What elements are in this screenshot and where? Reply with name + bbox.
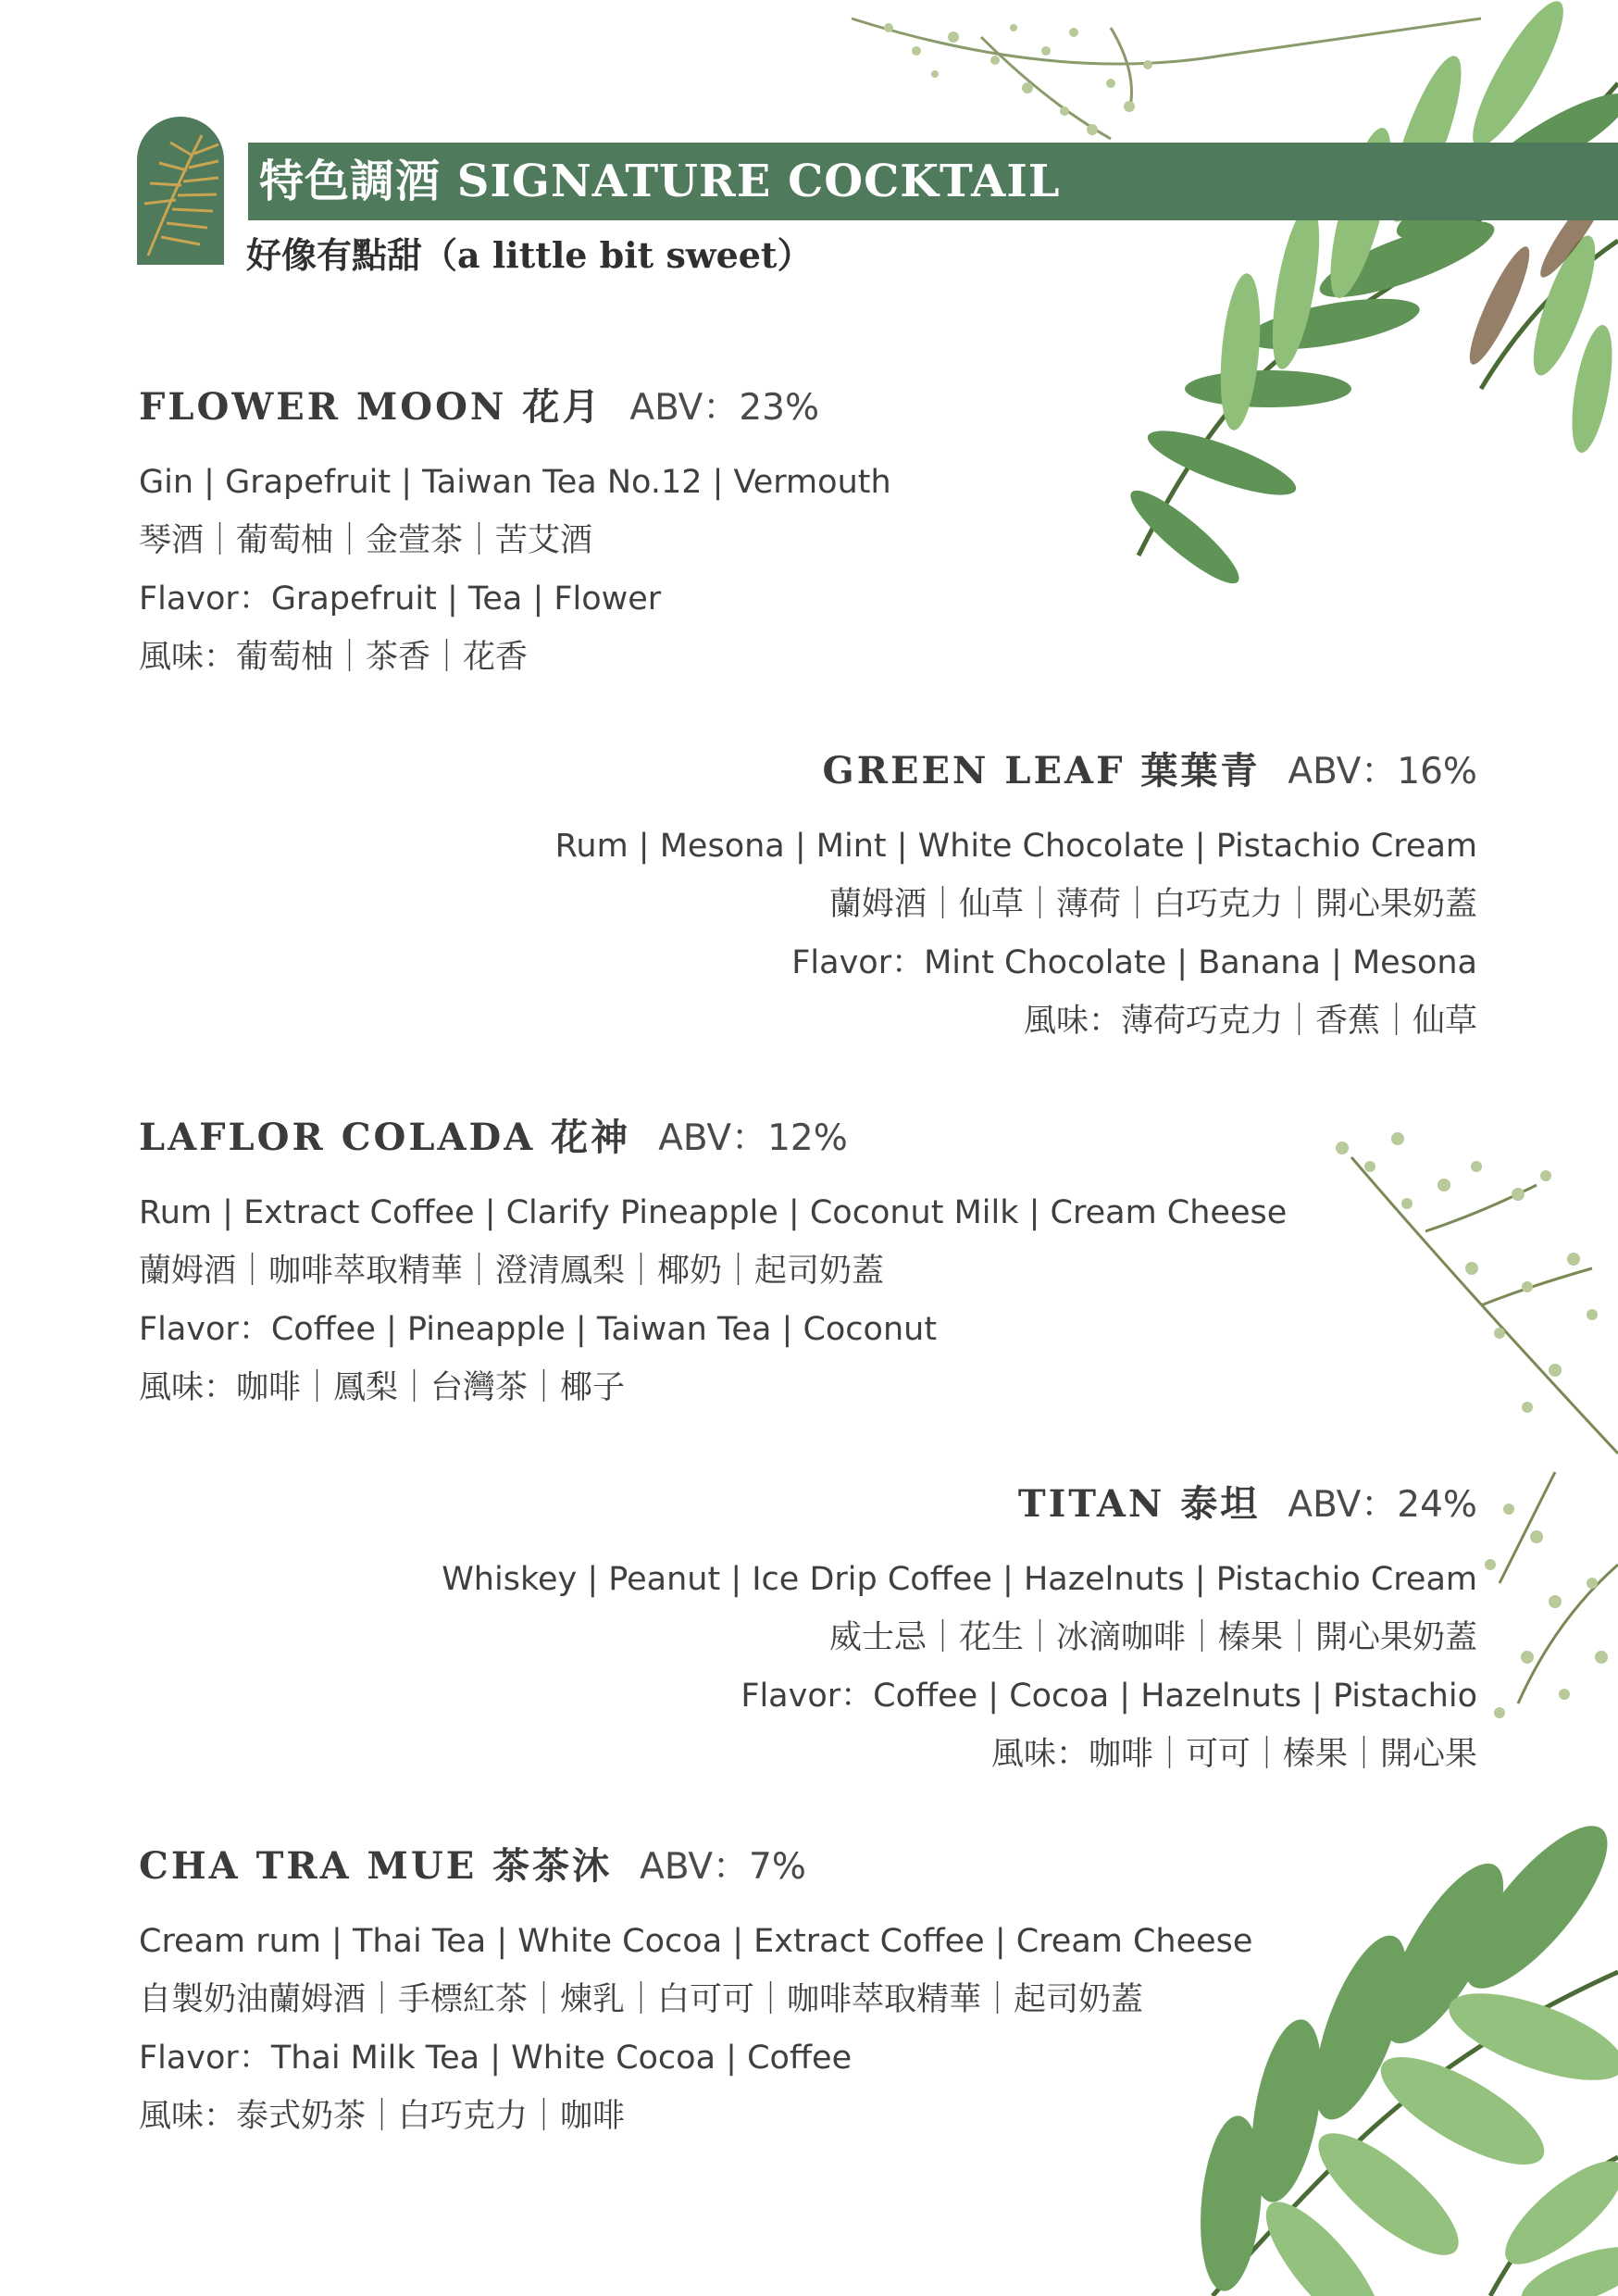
ingredients-zh: 蘭姆酒｜仙草｜薄荷｜白巧克力｜開心果奶蓋	[828, 886, 1477, 923]
ingredients-zh: 自製奶油蘭姆酒｜手標紅茶｜煉乳｜白可可｜咖啡萃取精華｜起司奶蓋	[139, 1981, 1144, 2018]
ingredients-en: Whiskey | Peanut | Ice Drip Coffee | Hazelnuts | Pistachio Cream	[442, 1561, 1477, 1598]
cocktail-green-leaf	[555, 738, 1477, 1051]
ingredients-en: Rum | Extract Coffee | Clarify Pineapple | Coconut Milk | Cream Cheese	[139, 1194, 1288, 1231]
cocktail-header	[139, 1104, 1287, 1171]
cocktail-abv: ABV：23%	[629, 387, 820, 429]
ingredients-en: Gin | Grapefruit | Taiwan Tea No.12 | Vermouth	[139, 464, 891, 501]
cocktail-name: LAFLOR COLADA 花神	[139, 1116, 631, 1159]
cocktail-header	[442, 1471, 1477, 1538]
flavor-en: Flavor：Coffee | Pineapple | Taiwan Tea | Coconut	[139, 1311, 938, 1348]
flavor-zh: 風味：泰式奶茶｜白巧克力｜咖啡	[139, 2098, 626, 2135]
cocktail-name: FLOWER MOON 花月	[139, 385, 603, 429]
page-subtitle: 好像有點甜（a little bit sweet）	[246, 234, 813, 276]
flavor-en: Flavor：Coffee | Cocoa | Hazelnuts | Pistachio	[741, 1678, 1477, 1715]
flavor-zh: 風味：薄荷巧克力｜香蕉｜仙草	[1023, 1003, 1477, 1040]
ingredients-zh: 蘭姆酒｜咖啡萃取精華｜澄清鳳梨｜椰奶｜起司奶蓋	[139, 1253, 885, 1290]
ingredients-zh: 威士忌｜花生｜冰滴咖啡｜榛果｜開心果奶蓋	[828, 1619, 1477, 1656]
cocktail-header	[555, 738, 1477, 805]
flavor-en: Flavor：Grapefruit | Tea | Flower	[139, 580, 662, 618]
cocktail-laflor-colada	[139, 1104, 1287, 1417]
cocktail-abv: ABV：7%	[640, 1846, 806, 1888]
flavor-en: Flavor：Mint Chocolate | Banana | Mesona	[791, 944, 1477, 981]
cocktail-name: TITAN 泰坦	[1017, 1482, 1261, 1526]
cocktail-name: CHA TRA MUE 茶茶沐	[139, 1844, 613, 1888]
palm-leaf-emblem-icon	[137, 117, 224, 265]
cocktail-abv: ABV：24%	[1288, 1484, 1477, 1526]
cocktail-abv: ABV：12%	[658, 1117, 848, 1159]
ingredients-zh: 琴酒｜葡萄柚｜金萱茶｜苦艾酒	[139, 522, 593, 559]
ingredients-en: Cream rum | Thai Tea | White Cocoa | Extract Coffee | Cream Cheese	[139, 1923, 1253, 1960]
page-title: 特色調酒 SIGNATURE COCKTAIL	[259, 156, 1061, 207]
cocktail-abv: ABV：16%	[1288, 751, 1477, 792]
flavor-zh: 風味：咖啡｜可可｜榛果｜開心果	[990, 1736, 1477, 1773]
cocktail-name: GREEN LEAF 葉葉青	[822, 749, 1261, 792]
flavor-zh: 風味：咖啡｜鳳梨｜台灣茶｜椰子	[139, 1369, 626, 1406]
ingredients-en: Rum | Mesona | Mint | White Chocolate | Pistachio Cream	[554, 828, 1477, 865]
cocktail-titan	[442, 1471, 1477, 1784]
flavor-en: Flavor：Thai Milk Tea | White Cocoa | Coffee	[139, 2040, 853, 2077]
cocktail-header	[139, 1833, 1252, 1900]
top-right-fern-illustration	[833, 0, 1618, 667]
cocktail-cha-tra-mue	[139, 1833, 1252, 2146]
cocktail-header	[139, 374, 891, 441]
flavor-zh: 風味：葡萄柚｜茶香｜花香	[139, 639, 529, 676]
cocktail-flower-moon	[139, 374, 891, 687]
